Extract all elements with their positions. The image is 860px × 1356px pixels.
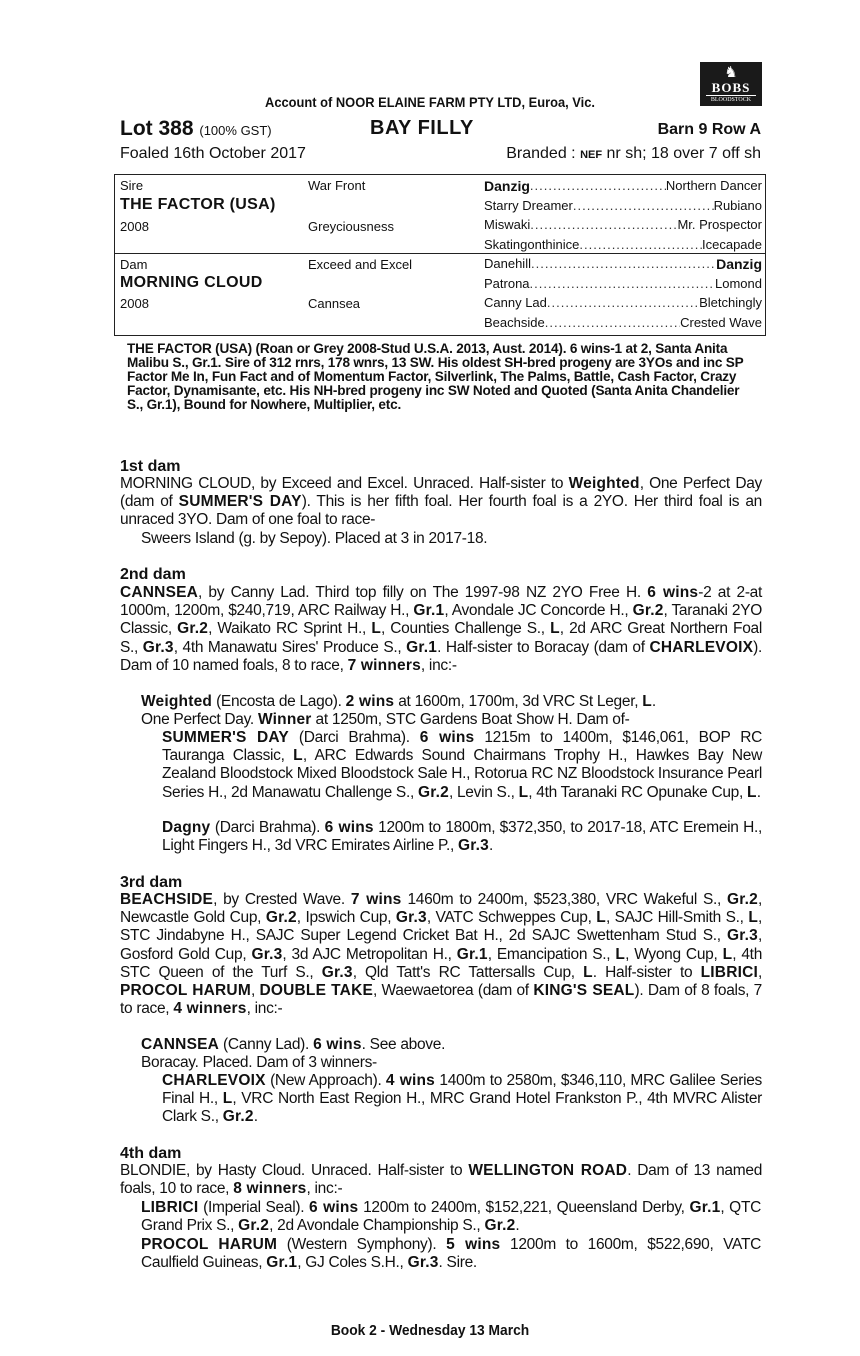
g3-dam-sire: Icecapade bbox=[702, 236, 762, 252]
g3-sire: Starry Dreamer bbox=[484, 197, 573, 213]
second-dam-one-perfect-day: One Perfect Day. Winner at 1250m, STC Gardens Boat Show H. Dam of- bbox=[141, 711, 630, 728]
g3-sire: Miswaki bbox=[484, 217, 531, 232]
first-dam-progeny: Sweers Island (g. by Sepoy). Placed at 3 in 2017-18. bbox=[141, 530, 488, 547]
g3-dam-sire: Rubiano bbox=[713, 197, 762, 213]
dam-label: Dam bbox=[120, 257, 148, 272]
dagny-para: Dagny (Darci Brahma). 6 wins 1200m to 1800m, $372,350, to 2017-18, ATC Eremein H., Light Fingers H., 3d VRC Emirates Airline P., Gr.3. bbox=[162, 819, 763, 855]
fourth-dam-para: BLONDIE, by Hasty Cloud. Unraced. Half-sister to WELLINGTON ROAD. Dam of 13 named foals, 10 to race, 8 winners, inc:- bbox=[120, 1162, 763, 1198]
brand-mark: NEF bbox=[580, 149, 603, 161]
charlevoix-para: CHARLEVOIX (New Approach). 4 wins 1400m to 2580m, $346,110, MRC Galilee Series Final H., L, VRC North East Region H., MRC Grand Hotel Frankston P., 4th MVRC Alister Clark S., Gr.2. bbox=[162, 1072, 763, 1126]
sire-name: THE FACTOR (USA) bbox=[120, 196, 276, 213]
librici-para: LIBRICI (Imperial Seal). 6 wins 1200m to 2400m, $152,221, Queensland Derby, Gr.1, QTC Grand Prix S., Gr.2, 2d Avondale Championship S., Gr.2. bbox=[141, 1199, 762, 1235]
bobs-logo: ♞ BOBS BLOODSTOCK bbox=[700, 62, 762, 106]
foaled-date: Foaled 16th October 2017 bbox=[120, 145, 306, 162]
second-dam-para: CANNSEA, by Canny Lad. Third top filly on The 1997-98 NZ 2YO Free H. 6 wins-2 at 2-at 1000m, 1200m, $240,719, ARC Railway H., Gr.1, Avondale JC Concorde H., Gr.2, Taranaki 2YO Classic, Gr.2, Waikato RC Sprint H., L, Counties Challenge S., L, 2d ARC Great Northern Foal S., Gr.3, 4th Manawatu Sires' Produce S., Gr.1. Half-sister to Boracay (dam of CHARLEVOIX). Dam of 10 named foals, 8 to race, 7 winners, inc:- bbox=[120, 584, 763, 674]
dam-year: 2008 bbox=[120, 296, 149, 311]
third-dam-para: BEACHSIDE, by Crested Wave. 7 wins 1460m to 2400m, $523,380, VRC Wakeful S., Gr.2, Newcastle Gold Cup, Gr.2, Ipswich Cup, Gr.3, VATC Schweppes Cup, L, SAJC Hill-Smith S., L, STC Jindabyne H., SAJC Super Legend Cricket Bat H., 2d SAJC Swettenham Stud S., Gr.3, Gosford Gold Cup, Gr.3, 3d AJC Metropolitan H., Gr.1, Emancipation S., L, Wyong Cup, L, 4th STC Queen of the Turf S., Gr.3, Qld Tatt's RC Tattersalls Cup, L. Half-sister to LIBRICI, PROCOL HARUM, DOUBLE TAKE, Waewaetorea (dam of KING'S SEAL). Dam of 8 foals, 7 to race, 4 winners, inc:- bbox=[120, 891, 763, 1018]
sire-label: Sire bbox=[120, 178, 144, 193]
gst-note: (100% GST) bbox=[199, 123, 272, 138]
g3-sire: Canny Lad bbox=[484, 295, 547, 310]
pedigree-g3-row bbox=[484, 198, 762, 213]
barn-location: Barn 9 Row A bbox=[657, 121, 761, 138]
horse-icon: ♞ bbox=[724, 65, 738, 81]
g3-dam-sire: Mr. Prospector bbox=[677, 217, 762, 232]
g3-sire: Beachside bbox=[484, 314, 545, 330]
g3-dam-sire: Danzig bbox=[716, 256, 762, 272]
sire-dam: Greyciousness bbox=[308, 219, 394, 234]
pedigree-g3-row bbox=[484, 256, 762, 272]
vendor-account: Account of NOOR ELAINE FARM PTY LTD, Euroa, Vic. bbox=[265, 94, 595, 110]
brand-info: Branded : NEF nr sh; 18 over 7 off sh bbox=[506, 145, 761, 162]
g3-dam-sire: Crested Wave bbox=[680, 314, 762, 330]
pedigree-g3-row bbox=[484, 276, 762, 291]
section-1st-dam: 1st dam bbox=[120, 458, 181, 475]
sire-summary: THE FACTOR (USA) (Roan or Grey 2008-Stud U.S.A. 2013, Aust. 2014). 6 wins-1 at 2, Santa Anita Malibu S., Gr.1. Sire of 312 rnrs, 178 wnrs, 13 SW. His oldest SH-bred progeny are 3YOs and inc SP Factor Me In, Fun Fact and of Momentum Factor, Silverlink, The Palms, Battle, Cash Factor, Crazy Factor, Dynamisante, etc. His NH-bred progeny inc SW Noted and Quoted (Santa Anita Chandelier S., Gr.1), Bound for Nowhere, Multiplier, etc. bbox=[127, 341, 744, 412]
cannsea-line: CANNSEA (Canny Lad). 6 wins. See above. bbox=[141, 1036, 446, 1053]
horse-description: BAY FILLY bbox=[370, 117, 474, 139]
dam-dam: Cannsea bbox=[308, 296, 361, 311]
section-4th-dam: 4th dam bbox=[120, 1145, 182, 1162]
pedigree-g3-row bbox=[484, 237, 762, 252]
section-2nd-dam: 2nd dam bbox=[120, 566, 186, 583]
first-dam-para: MORNING CLOUD, by Exceed and Excel. Unraced. Half-sister to Weighted, One Perfect Day (dam of SUMMER'S DAY). This is her fifth foal. Her fourth foal is a 2YO. Her third foal is an unraced 3YO. Dam of one foal to race- bbox=[120, 475, 763, 529]
g3-dam-sire: Lomond bbox=[715, 275, 762, 291]
second-dam-weighted: Weighted (Encosta de Lago). 2 wins at 1600m, 1700m, 3d VRC St Leger, L. bbox=[141, 693, 656, 710]
g3-sire: Danzig bbox=[484, 178, 530, 194]
lot-number: Lot 388 (100% GST) bbox=[120, 117, 272, 140]
sire-sire: War Front bbox=[308, 178, 366, 193]
procol-harum-para: PROCOL HARUM (Western Symphony). 5 wins 1200m to 1600m, $522,690, VATC Caulfield Guineas, Gr.1, GJ Coles S.H., Gr.3. Sire. bbox=[141, 1236, 762, 1272]
g3-dam-sire: Bletchingly bbox=[699, 295, 762, 310]
page-footer: Book 2 - Wednesday 13 March bbox=[330, 1322, 530, 1339]
g3-sire: Skatingonthinice bbox=[484, 236, 580, 252]
g3-sire: Danehill bbox=[484, 256, 531, 271]
pedigree-g3-row bbox=[484, 315, 762, 330]
pedigree-g3-row bbox=[484, 178, 762, 194]
dam-sire: Exceed and Excel bbox=[308, 257, 413, 272]
section-3rd-dam: 3rd dam bbox=[120, 874, 183, 891]
pedigree-g3-row bbox=[484, 217, 762, 232]
dam-name: MORNING CLOUD bbox=[120, 274, 263, 291]
pedigree-g3-row bbox=[484, 295, 762, 310]
g3-dam-sire: Northern Dancer bbox=[665, 178, 762, 193]
sire-year: 2008 bbox=[120, 219, 149, 234]
boracay-line: Boracay. Placed. Dam of 3 winners- bbox=[141, 1054, 377, 1071]
summers-day-para: SUMMER'S DAY (Darci Brahma). 6 wins 1215m to 1400m, $146,061, BOP RC Tauranga Classic, L, ARC Edwards Sound Chairmans Trophy H., Hawkes Bay New Zealand Bloodstock Mixed Bloodstock Sale H., Rotorua RC NZ Bloodstock Insurance Pearl Series H., 2d Manawatu Challenge S., Gr.2, Levin S., L, 4th Taranaki RC Opunake Cup, L. bbox=[162, 729, 762, 801]
pedigree-table bbox=[114, 174, 766, 336]
g3-sire: Patrona bbox=[484, 275, 530, 291]
